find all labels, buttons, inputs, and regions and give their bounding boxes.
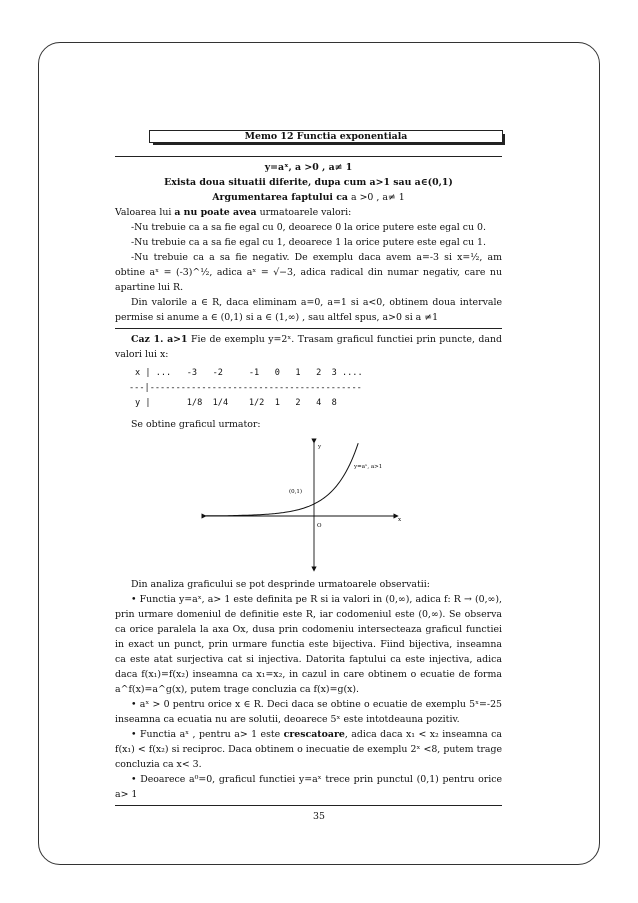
table-row-y: y | 1/8 1/4 1/2 1 2 4 8 <box>135 398 337 408</box>
observations-intro: Din analiza graficului se pot desprinde urmatoarele observatii: <box>131 579 430 590</box>
exponential-curve <box>204 443 359 516</box>
formula-line: y=aˣ, a >0 , a≠ 1 <box>264 162 353 173</box>
values-table <box>115 366 502 411</box>
case1-text: Fie de exemplu y=2ˣ. Trasam graficul functiei prin puncte, dand valori lui x: <box>115 334 502 360</box>
observation-point: • Deoarece a⁰=0, graficul functiei y=aˣ trece prin punctul (0,1) pentru orice a> 1 <box>115 774 502 800</box>
divider-middle <box>115 328 502 329</box>
point-label: (0,1) <box>289 489 303 495</box>
rule-one: -Nu trebuie ca a sa fie egal cu 1, deoarece 1 la orice putere este egal cu 1. <box>131 237 486 248</box>
origin-label: O <box>317 523 322 529</box>
values-intro-prefix: Valoarea lui <box>115 207 175 218</box>
table-row-x: x | ... -3 -2 -1 0 1 2 3 .... <box>135 368 363 378</box>
y-axis-label: y <box>318 444 322 450</box>
curve-label: y=aˣ, a>1 <box>354 464 383 470</box>
rule-zero: -Nu trebuie ca a sa fie egal cu 0, deoarece 0 la orice putere este egal cu 0. <box>131 222 486 233</box>
divider-bottom <box>115 805 502 806</box>
observation-increasing <box>115 727 502 772</box>
values-intro-bold: a nu poate avea <box>174 207 257 218</box>
graph-container <box>115 438 502 573</box>
subtitle-argument <box>115 190 502 205</box>
page-title: Memo 12 Functia exponentiala <box>149 130 503 143</box>
subtitle-argument-bold: Argumentarea faptului ca <box>212 192 349 203</box>
obs3-prefix: • Functia aˣ , pentru a> 1 este <box>131 729 284 740</box>
document-body <box>115 130 502 809</box>
case1-paragraph <box>115 332 502 362</box>
x-axis-label: x <box>398 517 402 523</box>
values-intro-suffix: urmatoarele valori: <box>256 207 352 218</box>
conclusion-paragraph: Din valorile a ∈ R, daca eliminam a=0, a=1 si a<0, obtinem doua intervale permise si anume a ∈ (0,1) si a ∈ (1,∞) , sau altfel spus, a>0 si a ≠1 <box>115 297 502 323</box>
table-separator: ---|----------------------------------------- <box>129 383 362 393</box>
page-number: 35 <box>313 811 325 822</box>
observation-positive: • aˣ > 0 pentru orice x ∈ R. Deci daca se obtine o ecuatie de exemplu 5ˣ=-25 inseamna ca ecuatia nu are solutii, deoarece 5ˣ este intotdeauna pozitiv. <box>115 699 502 725</box>
title-box <box>149 130 506 144</box>
subtitle-cases: Exista doua situatii diferite, dupa cum a>1 sau a∈(0,1) <box>164 177 453 188</box>
values-intro <box>115 205 502 220</box>
obs3-suffix: , adica daca x₁ < x₂ inseamna ca f(x₁) < f(x₂) si reciproc. Daca obtinem o inecuatie de exemplu 2ˣ <8, putem trage concluzia ca x< 3. <box>115 729 502 770</box>
observation-domain: • Functia y=aˣ, a> 1 este definita pe R si ia valori in (0,∞), adica f: R → (0,∞), prin urmare domeniul de definitie este R, iar codomeniul este (0,∞). Se observa ca orice paralela la axa Ox, dusa prin codomeniu intersecteaza graficul functiei in exact un punct, prin urmare functia este bijectiva. Fiind bijectiva, inseamna ca este atat surjectiva cat si injectiva. Datorita faptului ca este injectiva, adica daca f(x₁)=f(x₂) inseamna ca x₁=x₂, in cazul in care obtinem o ecuatie de forma a^f(x)=a^g(x), putem trage concluzia ca f(x)=g(x). <box>115 594 502 695</box>
obs3-bold: crescatoare <box>283 729 345 740</box>
graph-intro: Se obtine graficul urmator: <box>131 419 261 430</box>
exponential-graph <box>115 438 502 573</box>
rule-negative: -Nu trebuie ca a sa fie negativ. De exemplu daca avem a=-3 si x=½, am obtine aˣ = (-3)^½, adica aˣ = √−3, adica radical din numar negativ, care nu apartine lui R. <box>115 252 502 293</box>
divider-top <box>115 156 502 157</box>
case1-label: Caz 1. a>1 <box>131 334 188 345</box>
subtitle-argument-rest: a >0 , a≠ 1 <box>348 192 405 203</box>
